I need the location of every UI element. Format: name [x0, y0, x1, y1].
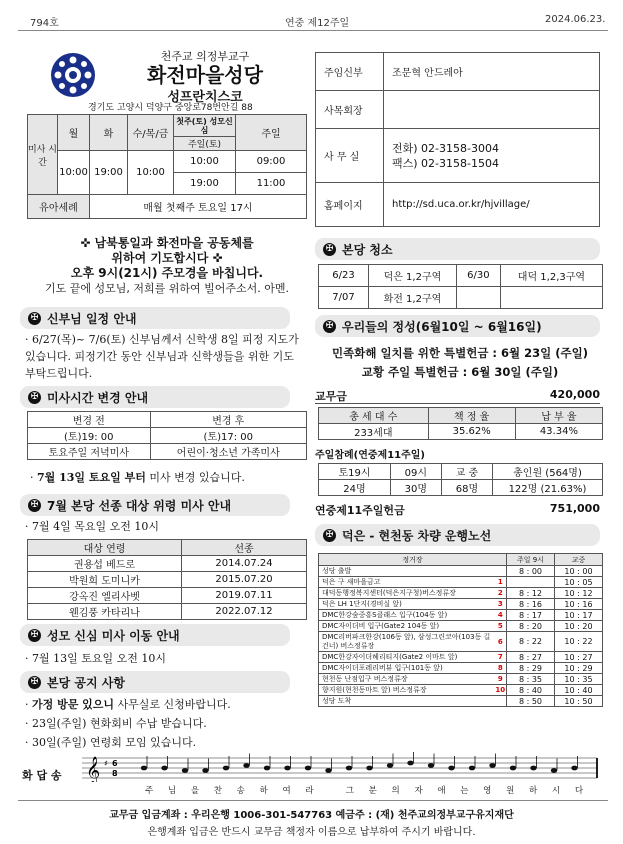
music-note: [510, 766, 516, 771]
bus-stop-row: [319, 577, 603, 588]
attendance-table: 토19시 09시 교 중 총인원 (564명) 24명 30명 68명 122명 (21.63%): [318, 463, 603, 496]
memorial-date: · 7월 4일 목요일 오전 10시: [25, 520, 159, 533]
stop-name: DMC자이더포레리버뷰 입구(101동 앞): [319, 663, 495, 674]
parish-name: 화전마을성당: [147, 63, 263, 87]
time-9: 8 : 00: [507, 566, 555, 577]
music-note: [346, 766, 352, 771]
time-main: 10 : 22: [555, 632, 603, 652]
deceased-name: 권용섭 베드로: [28, 556, 182, 572]
bus-stop-row: [319, 696, 603, 707]
memorial-table: 대상 연령 선종 권용섭 베드로 2014.07.24 박원희 도미니카 2015.07.20 강옥진 엘리사벳 2019.07.11 웬김풍 카타리나 2022.07.12: [27, 539, 307, 620]
day-mon: 월: [58, 115, 90, 151]
time-main: 10 : 29: [555, 663, 603, 674]
stop-number: [495, 696, 507, 707]
music-note: [223, 766, 229, 771]
stop-number: 1: [495, 577, 507, 588]
music-note: [325, 768, 331, 773]
time-9: 8 : 29: [507, 663, 555, 674]
time-9: 8 : 17: [507, 610, 555, 621]
time-main: 10 : 05: [555, 577, 603, 588]
bus-stop-row: [319, 632, 603, 652]
hymn-staff: [82, 752, 602, 782]
cross-icon: ✠: [28, 629, 41, 642]
time-sun1: 09:00: [236, 151, 306, 173]
music-note: [407, 761, 413, 766]
time-9: [507, 577, 555, 588]
stop-number: 2: [495, 588, 507, 599]
time-main: 10 : 12: [555, 588, 603, 599]
info-label-president: 사목회장: [316, 91, 384, 129]
stop-name: 덕은 LH 1단지(경비실 앞): [319, 599, 495, 610]
bus-stop-row: [319, 674, 603, 685]
music-note: [469, 766, 475, 771]
stop-number: 4: [495, 610, 507, 621]
cross-icon: ✠: [323, 529, 336, 542]
infant-baptism-label: 유아세례: [28, 195, 90, 219]
memorial-row: [28, 572, 307, 588]
bus-stop-row: [319, 566, 603, 577]
memorial-row: [28, 556, 307, 572]
time-main: 10 : 20: [555, 621, 603, 632]
mass-time-label: 미사 시간: [28, 115, 58, 195]
time-sat1: 10:00: [174, 151, 235, 173]
time-main: 10 : 27: [555, 652, 603, 663]
music-note: [489, 763, 495, 768]
time-9: 8 : 12: [507, 588, 555, 599]
time-9: 8 : 22: [507, 632, 555, 652]
issue-date: 2024.06.23.: [545, 14, 606, 25]
section-bus-route: ✠ 덕은 - 현천동 차량 운행노선: [315, 524, 600, 546]
bus-stop-row: [319, 652, 603, 663]
office-phone: 전화) 02-3158-3004: [392, 141, 499, 155]
bus-stop-row: [319, 685, 603, 696]
stop-name: 대덕동행정복지센터(덕은지구청)버스정류장: [319, 588, 495, 599]
section-marian-mass: ✠ 성모 신심 미사 이동 안내: [20, 624, 290, 646]
footer-account: 교무금 입금계좌 : 우리은행 1006-301-547763 예금주 : (재) 천주교의정부교구유지재단: [109, 810, 514, 821]
hymn-lyrics: 주 님 을 찬 송 하 여 라 그 분 의 자 애 는 영 원 하 시 다: [145, 786, 590, 796]
info-label-office: 사 무 실: [316, 129, 384, 183]
priest-schedule-text: · 6/27(목)~ 7/6(토) 신부님께서 신학생 8일 피정 지도가 있습니다. 피정기간 동안 신부님과 신학생들을 위한 기도 부탁드립니다.: [25, 333, 299, 380]
attendance-label: 주일참례(연중제11주일): [315, 450, 425, 461]
death-date: 2014.07.24: [182, 556, 307, 572]
stop-name: DMC한강자이더헤리티지(Gate2 이마트 앞): [319, 652, 495, 663]
stop-name: DMC한강숲중흥S클래스 입구(104동 앞): [319, 610, 495, 621]
parish-address: 경기도 고양시 덕양구 중앙로78번안길 88: [88, 103, 253, 113]
deceased-name: 웬김풍 카타리나: [28, 604, 182, 620]
memorial-row: [28, 604, 307, 620]
bus-stop-row: [319, 599, 603, 610]
music-note: [428, 763, 434, 768]
special-collections: 민족화해 일치를 위한 특별헌금 : 6월 23일 (주일) 교황 주일 특별헌금 : 6월 30일 (주일): [332, 346, 588, 379]
patron-name: 성프란치스코: [167, 90, 243, 105]
mass-change-table: 변경 전 변경 후 (토)19: 00 (토)17: 00 토요주일 저녁미사 어린이·청소년 가족미사: [27, 411, 307, 460]
time-main: 10 : 17: [555, 610, 603, 621]
deceased-name: 박원희 도미니카: [28, 572, 182, 588]
stop-number: 3: [495, 599, 507, 610]
stop-number: 10: [495, 686, 506, 694]
section-mass-change: ✠ 미사시간 변경 안내: [20, 386, 290, 408]
cross-icon: ✠: [28, 499, 41, 512]
stop-name: 성당 출발: [319, 566, 495, 577]
announcement-item: · 23일(주일) 현화회비 수납 받습니다.: [25, 717, 207, 730]
bus-stop-row: [319, 610, 603, 621]
day-tue: 화: [90, 115, 128, 151]
music-note: [387, 763, 393, 768]
announcement-item: · 30일(주일) 연령회 모임 있습니다.: [25, 736, 197, 749]
cross-icon: ✠: [28, 312, 41, 325]
stop-number: 7: [495, 652, 507, 663]
music-note: [243, 763, 249, 768]
section-priest-schedule: ✠ 신부님 일정 안내: [20, 307, 290, 329]
death-date: 2019.07.11: [182, 588, 307, 604]
music-note: [305, 766, 311, 771]
time-mon: 10:00: [58, 151, 90, 195]
office-fax: 팩스) 02-3158-1504: [392, 156, 499, 170]
info-president: [384, 91, 600, 129]
footer-note: 은행계좌 입금은 반드시 교무금 책정자 이름으로 납부하여 주시기 바랍니다.: [147, 827, 476, 838]
death-date: 2015.07.20: [182, 572, 307, 588]
info-pastor: 조문혁 안드레아: [384, 53, 600, 91]
music-note: [284, 766, 290, 771]
day-first-sat: 첫주(토) 성모신심: [174, 115, 236, 137]
music-note: [264, 766, 270, 771]
section-offering: ✠ 우리들의 정성(6월10일 ~ 6월16일): [315, 315, 600, 337]
day-sat-sunday: 주일(토): [174, 137, 236, 151]
music-note: [571, 766, 577, 771]
parish-info-table: [315, 52, 600, 227]
liturgical-week: 연중 제12주일: [285, 18, 350, 29]
stop-number: 9: [495, 674, 507, 685]
svg-text:8: 8: [112, 769, 118, 778]
time-9: 8 : 50: [507, 696, 555, 707]
music-note: [202, 768, 208, 773]
cross-icon: ✠: [323, 243, 336, 256]
infant-baptism-schedule: 매월 첫째주 토요일 17시: [90, 195, 307, 219]
deceased-name: 강옥진 엘리사벳: [28, 588, 182, 604]
tithe-divider: [315, 403, 600, 404]
death-date: 2022.07.12: [182, 604, 307, 620]
stop-name: DMC리버파크한강(106동 앞), 삼성그린코아(103동 길 건너) 버스정류장: [319, 632, 495, 652]
time-sat2: 19:00: [190, 178, 219, 189]
stop-name: 덕은 구 새마을금고: [319, 577, 495, 588]
prayer-notice: ✜ 남북통일과 화전마을 공동체를 위하여 기도합시다 ✜ 오후 9시(21시) 주모경을 바칩니다. 기도 끝에 성모님, 저희를 위하여 빌어주소서. 아멘.: [45, 236, 289, 295]
time-main: 10 : 50: [555, 696, 603, 707]
time-wedfri: 10:00: [128, 151, 174, 195]
cross-icon: ✠: [28, 676, 41, 689]
music-note: [448, 766, 454, 771]
time-main: 10 : 00: [555, 566, 603, 577]
time-main: 10 : 40: [555, 685, 603, 696]
top-divider: [18, 30, 608, 31]
day-wedfri: 수/목/금: [128, 115, 174, 151]
sunday-offering-row: 연중제11주일헌금 751,000: [315, 502, 600, 517]
music-note: [530, 766, 536, 771]
bus-route-table: 정거장 주일 9시 교중 성당 출발 8 : 00 10 : 00 덕은 구 새마을금고 1 10 : 05 대덕동행정복지센터(덕은지구청)버스정류장 2 8 : 12 10 : 12 덕은 LH 1단지(경비실 앞) 3 8 : 16 10 : 16 DMC한강숲중흥S클래스 입구(104동 앞) 4 8 : 17 10 : 17 DMC자이더비 입구(Gate2 104동 앞) 5 8 : 20 10 : 20 DMC리버파크한강(106동 앞), 삼성그린코아(103동 길 건너) 버스정류장 6 8 : 22 10 : 22 DMC한강자이더헤리티지(Gate2 이마트 앞) 7 8 : 27 10 : 27 DMC자이더포레리버뷰 입구(101동 앞) 8 8 : 29 10 : 29 현천동 난점입구 버스정류장 9 8 : 35 10 : 35 향지원(현천동마트 앞) 버스정류장 10 8 : 40 10 : 40 성당 도착 8 : 50 10 : 50: [318, 553, 603, 707]
tithe-table: 총 세 대 수 책 정 율 납 부 율 233세대 35.62% 43.34%: [318, 407, 603, 440]
svg-text:6: 6: [112, 759, 118, 768]
day-sunday: 주일: [236, 115, 307, 151]
announcement-list: [25, 695, 231, 752]
time-main: 10 : 35: [555, 674, 603, 685]
stop-number: [495, 566, 507, 577]
stop-name: DMC자이더비 입구(Gate2 104동 앞): [319, 621, 495, 632]
mass-time-table: [27, 114, 307, 219]
music-note: [161, 766, 167, 771]
section-announcements: ✠ 본당 공지 사항: [20, 671, 290, 693]
music-note: [366, 766, 372, 771]
music-note: [182, 768, 188, 773]
music-note: [551, 768, 557, 773]
memorial-row: [28, 588, 307, 604]
svg-text:♯: ♯: [104, 759, 108, 768]
info-label-pastor: 주임신부: [316, 53, 384, 91]
time-9: 8 : 40: [507, 685, 555, 696]
time-tue: 19:00: [90, 151, 128, 195]
time-9: 8 : 20: [507, 621, 555, 632]
section-memorial-mass: ✠ 7월 본당 선종 대상 위령 미사 안내: [20, 494, 290, 516]
svg-text:𝄞: 𝄞: [86, 756, 101, 782]
bus-stop-row: [319, 621, 603, 632]
cross-icon: ✠: [323, 320, 336, 333]
section-cleaning: ✠ 본당 청소: [315, 238, 600, 260]
footer-divider: [18, 800, 608, 801]
marian-mass-text: · 7월 13일 토요일 오전 10시: [25, 652, 166, 665]
announcement-item: · 가정 방문 있으니 사무실로 신청바랍니다.: [25, 698, 231, 711]
parish-logo: [50, 52, 96, 98]
time-9: 8 : 16: [507, 599, 555, 610]
mass-change-note: · 7월 13일 토요일 부터 미사 변경 있습니다.: [30, 471, 245, 484]
stop-name: 성당 도착: [319, 696, 495, 707]
cleaning-table: 6/23 덕은 1,2구역 6/30 대덕 1,2,3구역 7/07 화전 1,2구역: [318, 264, 603, 309]
tithe-row: 교무금 420,000: [315, 388, 600, 403]
time-sun2: 11:00: [256, 178, 286, 189]
time-9: 8 : 27: [507, 652, 555, 663]
stop-number: 5: [495, 621, 507, 632]
diocese-name: 천주교 의정부교구: [160, 50, 250, 63]
info-label-homepage: 홈페이지: [316, 183, 384, 227]
homepage-link[interactable]: http://sd.uca.or.kr/hjvillage/: [384, 183, 600, 227]
stop-number: 6: [495, 632, 507, 652]
bus-stop-row: [319, 663, 603, 674]
time-main: 10 : 16: [555, 599, 603, 610]
issue-number: 794호: [30, 18, 59, 29]
stop-name: 향지원(현천동마트 앞) 버스정류장: [319, 685, 495, 696]
hymn-label: 화 답 송: [22, 769, 62, 782]
time-9: 8 : 35: [507, 674, 555, 685]
stop-number: 8: [495, 663, 507, 674]
bus-stop-row: [319, 588, 603, 599]
music-note: [141, 766, 147, 771]
stop-name: 현천동 난점입구 버스정류장: [319, 674, 495, 685]
cross-icon: ✠: [28, 391, 41, 404]
